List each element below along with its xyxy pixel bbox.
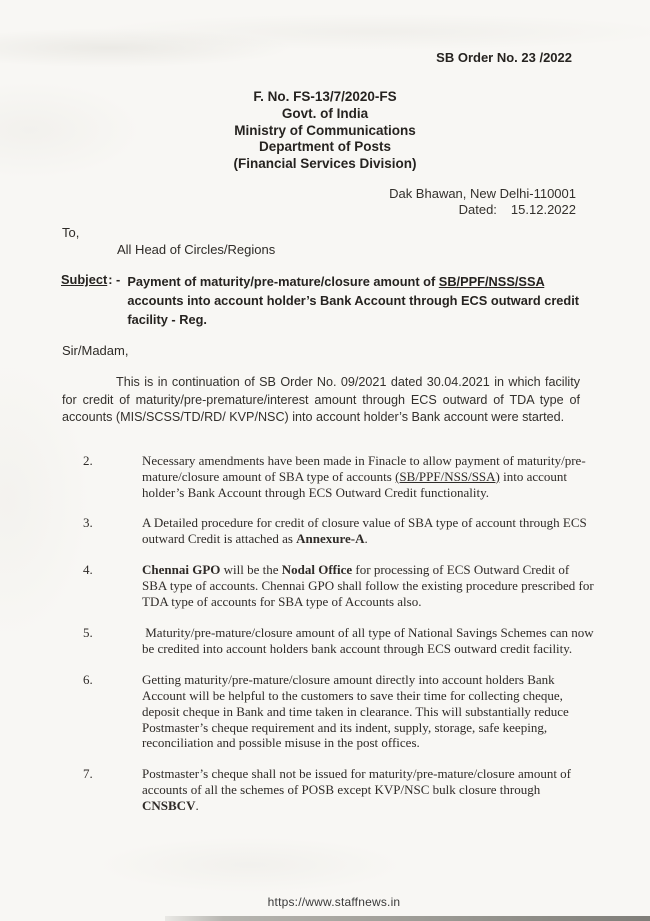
text-run: accounts into account holder’s Bank Account through ECS outward credit facility - Reg. [127, 292, 580, 327]
numbered-items [0, 453, 650, 814]
file-number: F. No. FS-13/7/2020-FS [253, 89, 397, 104]
text-run: . [364, 531, 368, 547]
text-run: Chennai GPO [142, 562, 221, 578]
list-item [83, 625, 650, 657]
text-run: into account holder’s Bank Account through ECS Outward Credit functionality. [142, 468, 571, 500]
item-text [142, 672, 594, 752]
opening-paragraph: This is in continuation of SB Order No. 09/2021 dated 30.04.2021 in which facility for credit of maturity/pre-premature/interest amount through ECS outward of TDA type of accounts (MIS/SCSS/TD/RD/ KVP/NSC) into account holder’s Bank account were started. [62, 374, 580, 425]
date-line [0, 202, 576, 219]
watermark-url: https://www.staffnews.in [267, 895, 401, 909]
place-line: Dak Bhawan, New Delhi-110001 [389, 185, 576, 201]
item-number: 3. [83, 515, 93, 531]
list-item [83, 766, 650, 814]
text-run: will be the [220, 562, 282, 578]
text-run: Payment of maturity/pre-mature/closure amount of [127, 273, 439, 289]
text-run: (SB/PPF/NSS/SSA) [395, 468, 500, 484]
department-line: Department of Posts [258, 139, 392, 155]
place-date-block [0, 186, 650, 219]
govt-line: Govt. of India [281, 105, 369, 121]
item-number: 2. [83, 452, 93, 468]
list-item [83, 515, 650, 547]
text-run: A Detailed procedure for credit of closure value of SBA type of account through ECS outward Credit is attached as [142, 515, 591, 547]
text-run: Nodal Office [281, 562, 353, 578]
date-value: 15.12.2022 [510, 202, 576, 218]
sb-order-number: SB Order No. 23 /2022 [436, 50, 572, 65]
text-run: SB/PPF/NSS/SSA [438, 273, 545, 289]
letterhead [0, 89, 650, 173]
division-line: (Financial Services Division) [233, 156, 417, 172]
salutation: Sir/Madam, [62, 342, 129, 358]
list-item [83, 672, 650, 752]
text-run: Getting maturity/pre-mature/closure amount directly into account holders Bank Account will be helpful to the customers to save their time for collecting cheque, deposit cheque in Bank and time taken in clearance. This will substantially reduce Postmaster’s cheque requirement and its indent, supply, storage, safe keeping, reconciliation and possible misuse in the post offices. [142, 671, 573, 751]
recipient-line: All Head of Circles/Regions [117, 241, 276, 257]
date-label: Dated: [458, 202, 497, 218]
item-text [142, 766, 594, 814]
text-run: Annexure-A [296, 531, 365, 547]
to-label: To, [62, 224, 80, 240]
list-item [83, 453, 650, 501]
list-item [83, 562, 650, 610]
subject-row [61, 272, 650, 329]
text-run: Postmaster’s cheque shall not be issued for maturity/pre-mature/closure amount of accounts of all the schemes of POSB except KVP/NSC bulk closure through [142, 766, 575, 798]
ministry-line: Ministry of Communications [234, 122, 416, 138]
item-text [142, 625, 597, 657]
item-text [142, 515, 594, 547]
item-number: 5. [83, 625, 93, 641]
item-number: 7. [83, 766, 93, 782]
subject-label: Subject [61, 271, 108, 287]
item-text [142, 453, 594, 501]
item-number: 6. [83, 671, 93, 687]
subject-separator: : - [108, 271, 121, 287]
item-text [142, 562, 597, 610]
item-number: 4. [83, 562, 93, 578]
text-run: Necessary amendments have been made in Finacle to allow payment of maturity/pre-mature/closure amount of SBA type of accounts [142, 452, 586, 484]
text-run: for processing of ECS Outward Credit of SBA type of accounts. Chennai GPO shall follow the existing procedure prescribed for TDA type of accounts for SBA type of Accounts also. [142, 562, 597, 610]
text-run: Maturity/pre-mature/closure amount of all type of National Savings Schemes can now be credited into account holders bank account through ECS outward credit facility. [142, 625, 597, 656]
scan-edge-artifact [165, 916, 650, 921]
text-run: . [195, 798, 199, 814]
text-run: CNSBCV [142, 798, 196, 814]
subject-text [127, 272, 595, 329]
